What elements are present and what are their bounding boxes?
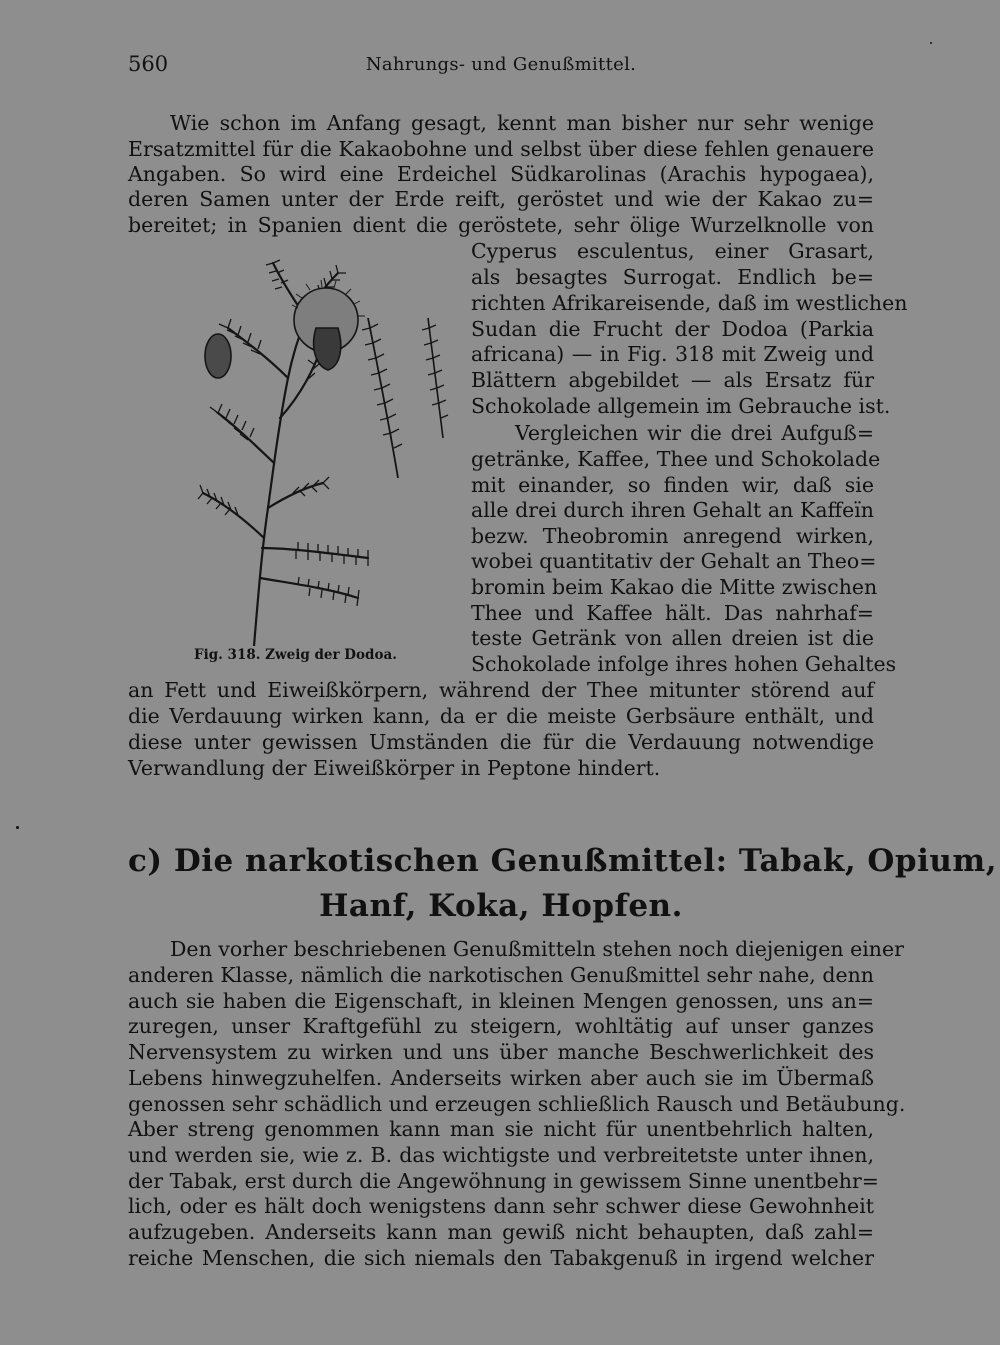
text-line: mit einander, so finden wir, daß sie <box>471 473 874 497</box>
dodoa-branch-icon <box>188 248 464 646</box>
text-line: Nervensystem zu wirken und uns über manche Beschwerlichkeit des <box>128 1040 874 1064</box>
text-line: Den vorher beschriebenen Genußmitteln stehen noch diejenigen einer <box>170 937 904 961</box>
text-line: Cyperus esculentus, einer Grasart, <box>471 239 874 263</box>
text-line: die Verdauung wirken kann, da er die meiste Gerbsäure enthält, und <box>128 704 874 728</box>
section-heading: c) Die narkotischen Genußmittel: Tabak, Opium, <box>128 843 998 879</box>
text-line: Ersatzmittel für die Kakaobohne und selbst über diese fehlen genauere <box>128 137 874 161</box>
text-line: als besagtes Surrogat. Endlich be= <box>471 265 874 289</box>
text-line: Sudan die Frucht der Dodoa (Parkia <box>471 317 874 341</box>
text-line: zuregen, unser Kraftgefühl zu steigern, wohltätig auf unser ganzes <box>128 1014 874 1038</box>
text-line: Angaben. So wird eine Erdeichel Südkarolinas (Arachis hypogaea), <box>128 162 874 186</box>
text-line: alle drei durch ihren Gehalt an Kaffeïn <box>471 498 874 522</box>
text-line: Lebens hinwegzuhelfen. Anderseits wirken aber auch sie im Übermaß <box>128 1066 874 1090</box>
text-line: lich, oder es hält doch wenigstens dann sehr schwer diese Gewohnheit <box>128 1194 874 1218</box>
text-line: teste Getränk von allen dreien ist die <box>471 626 874 650</box>
text-line: bereitet; in Spanien dient die geröstete, sehr ölige Wurzelknolle von <box>128 213 874 237</box>
scan-speck <box>16 826 19 829</box>
text-line: diese unter gewissen Umständen die für die Verdauung notwendige <box>128 730 874 754</box>
text-line: Aber streng genommen kann man sie nicht für unentbehrlich halten, <box>128 1117 874 1141</box>
text-line: Verwandlung der Eiweißkörper in Peptone hindert. <box>128 756 661 780</box>
text-line: reiche Menschen, die sich niemals den Tabakgenuß in irgend welcher <box>128 1246 874 1270</box>
dodoa-branch-illustration <box>188 248 464 646</box>
text-line: getränke, Kaffee, Thee und Schokolade <box>471 447 881 471</box>
text-line: africana) — in Fig. 318 mit Zweig und <box>471 342 874 366</box>
text-line: auch sie haben die Eigenschaft, in kleinen Mengen genossen, uns an= <box>128 989 874 1013</box>
text-line: genossen sehr schädlich und erzeugen schließlich Rausch und Betäubung. <box>128 1092 906 1116</box>
text-line: der Tabak, erst durch die Angewöhnung in gewissem Sinne unentbehr= <box>128 1169 879 1193</box>
text-line: deren Samen unter der Erde reift, geröstet und wie der Kakao zu= <box>128 187 874 211</box>
text-line: Blättern abgebildet — als Ersatz für <box>471 368 874 392</box>
text-line: aufzugeben. Anderseits kann man gewiß nicht behaupten, daß zahl= <box>128 1220 874 1244</box>
text-line: Schokolade infolge ihres hohen Gehaltes <box>471 652 897 676</box>
scan-speck <box>930 42 932 44</box>
text-line: wobei quantitativ der Gehalt an Theo= <box>471 549 877 573</box>
section-heading: Hanf, Koka, Hopfen. <box>319 888 683 924</box>
text-line: anderen Klasse, nämlich die narkotischen Genußmittel sehr nahe, denn <box>128 963 874 987</box>
text-line: und werden sie, wie z. B. das wichtigste und verbreitetste unter ihnen, <box>128 1143 874 1167</box>
running-head-title: Nahrungs- und Genußmittel. <box>365 54 637 75</box>
text-line: bromin beim Kakao die Mitte zwischen <box>471 575 878 599</box>
running-head <box>128 52 874 84</box>
page-number: 560 <box>128 52 169 76</box>
text-line: Vergleichen wir die drei Aufguß= <box>515 421 874 445</box>
text-line: richten Afrikareisende, daß im westlichen <box>471 291 908 315</box>
text-line: Thee und Kaffee hält. Das nahrhaf= <box>471 601 874 625</box>
text-line: bezw. Theobromin anregend wirken, <box>471 524 874 548</box>
text-line: an Fett und Eiweißkörpern, während der Thee mitunter störend auf <box>128 678 874 702</box>
figure-caption: Fig. 318. Zweig der Dodoa. <box>194 647 397 663</box>
text-line: Wie schon im Anfang gesagt, kennt man bisher nur sehr wenige <box>170 111 874 135</box>
text-line: Schokolade allgemein im Gebrauche ist. <box>471 394 891 418</box>
